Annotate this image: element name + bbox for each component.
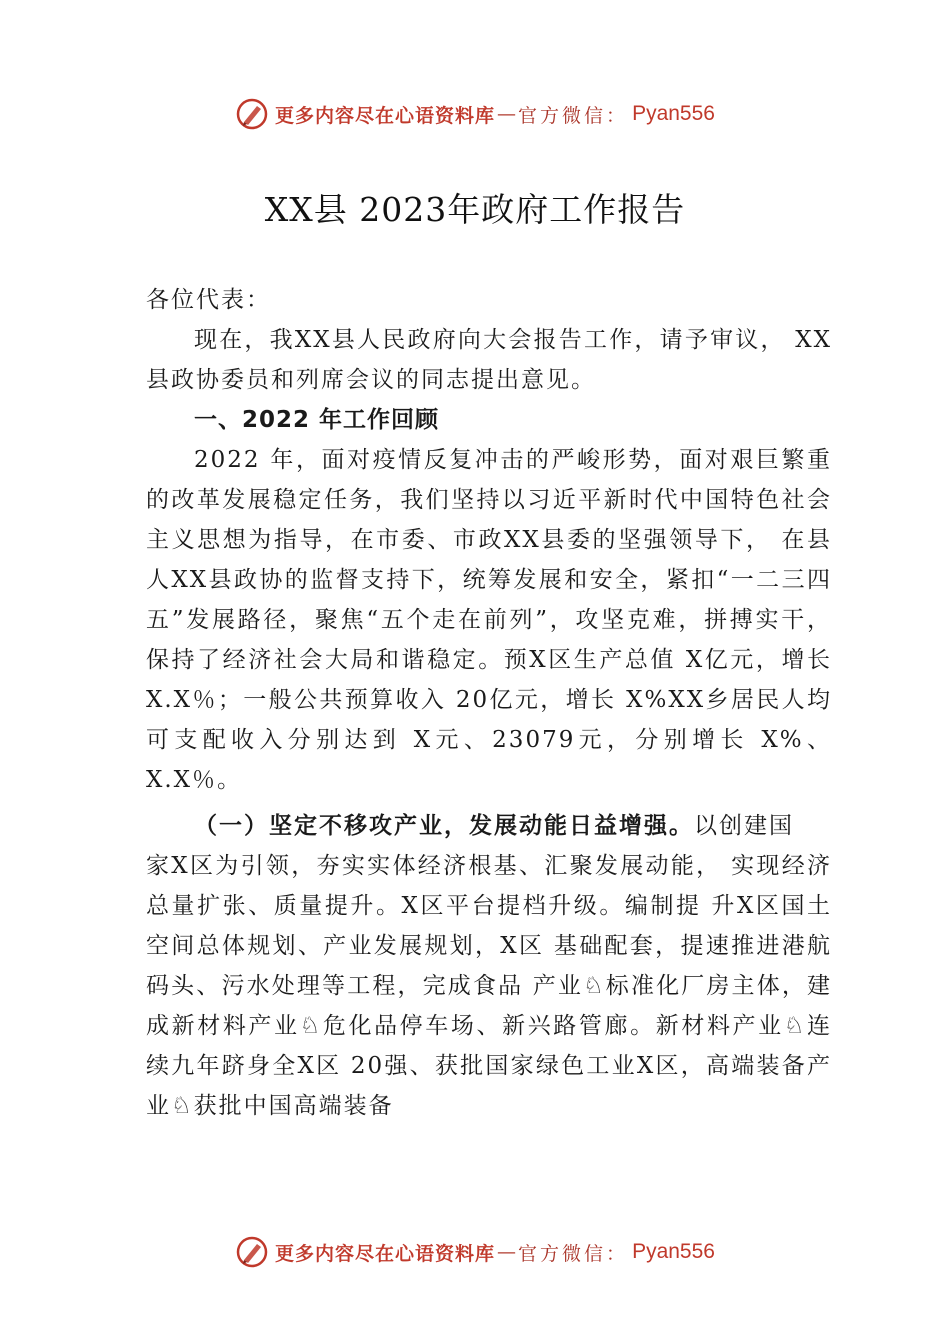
- pen-logo-icon: [235, 97, 269, 131]
- banner-wechat-id: Pyan556: [632, 1240, 715, 1263]
- subsection-heading: （一）坚定不移攻产业，发展动能日益增强。: [194, 812, 694, 839]
- pen-logo-icon: [235, 1235, 269, 1269]
- banner-brand-text: 更多内容尽在心语资料库: [275, 1242, 496, 1265]
- banner-wechat-id: Pyan556: [632, 102, 715, 125]
- intro-paragraph: 现在，我XX县人民政府向大会报告工作，请予审议， XX县政协委员和列席会议的同志提出意见。: [146, 327, 832, 393]
- section-paragraph: 2022 年，面对疫情反复冲击的严峻形势，面对艰巨繁重的改革发展稳定任务，我们坚持以习近平新时代中国特色社会主义思想为指导，在市委、市政XX县委的坚强领导下， 在县人XX县政协的监督支持下，统筹发展和安全，紧扣“一二三四五”发展路径，聚焦“五个走在前列”，攻坚克难，拼搏实干，保持了经济社会大局和谐稳定。预X区生产总值 X亿元，增长 X.X％；一般公共预算收入 20亿元，增长 X%XX乡居民人均可支配收入分别达到 X元、23079元，分别增长 X%、X.X％。: [146, 447, 832, 793]
- subsection-paragraph: 家X区为引领，夯实实体经济根基、汇聚发展动能， 实现经济总量扩张、质量提升。X区平台提档升级。编制提 升X区国土空间总体规划、产业发展规划，X区 基础配套，提速推进港航码头、污水处理等工程，完成食品 产业♘标准化厂房主体，建成新材料产业♘危化品停车场、新兴路管廊。新材料产业♘连续九年跻身全X区 20强、获批国家绿色工业X区，高端装备产业♘获批中国高端装备: [146, 853, 832, 1119]
- header-banner: [0, 92, 950, 136]
- banner-wechat-label: 官方微信：: [518, 104, 629, 127]
- banner-wechat-label: 官方微信：: [518, 1242, 629, 1265]
- subsection-lead-line: [146, 806, 832, 846]
- banner-separator: —: [497, 103, 517, 125]
- section-heading: 一、2022 年工作回顾: [194, 407, 440, 433]
- footer-banner: [0, 1230, 950, 1274]
- subsection-lead-tail: 以创建国: [694, 813, 794, 839]
- banner-brand-text: 更多内容尽在心语资料库: [275, 104, 496, 127]
- salutation: 各位代表：: [146, 287, 271, 313]
- document-body: [146, 280, 832, 1126]
- banner-separator: —: [497, 1241, 517, 1263]
- document-title: XX县 2023年政府工作报告: [264, 190, 686, 229]
